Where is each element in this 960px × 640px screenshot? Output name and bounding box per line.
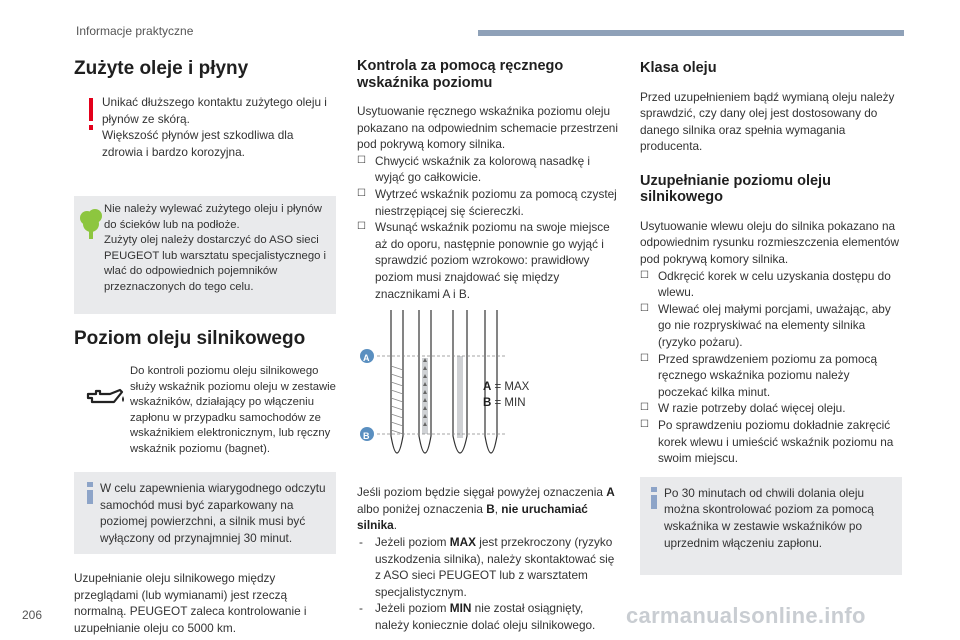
list-item: - Jeżeli poziom MAX jest przekroczony (ryzyko uszkodzenia silnika), należy skontaktować się z ASO sieci PEUGEOT lub z warsztatem specjalistycznym.	[357, 534, 619, 600]
title-manual-check: Kontrola za pomocą ręcznego wskaźnika poziomu	[357, 58, 564, 91]
list-item: ☐ Wytrzeć wskaźnik poziomu za pomocą czystej niestrzępiącej się ściereczki.	[357, 186, 619, 219]
marker-b-label: B	[363, 431, 370, 442]
column-1	[74, 56, 336, 636]
info-refill-text: Po 30 minutach od chwili dolania oleju można skontrolować poziom za pomocą wskaźnika w zestawie wskaźników po uprzednim włączeniu zapłonu.	[664, 485, 874, 550]
info-box	[74, 472, 336, 554]
title-oil-level: Poziom oleju silnikowego	[74, 328, 306, 349]
title-refill: Uzupełnianie poziomu oleju silnikowego	[640, 172, 831, 206]
list-item: ☐ Wsunąć wskaźnik poziomu na swoje miejsce aż do oporu, następnie ponownie go wyjąć i sprawdzić poziom wzrokowo: prawidłowy poziom musi znajdować się między znacznikami A i B.	[357, 219, 619, 302]
figure-legend	[483, 380, 529, 411]
exclamation-icon	[86, 98, 96, 132]
manual-steps	[357, 153, 619, 302]
refill-steps	[640, 268, 902, 467]
header-section: Informacje praktyczne	[76, 24, 194, 38]
oil-grade-text: Przed uzupełnieniem bądź wymianą oleju należy sprawdzić, czy dany olej jest dostosowany do danego silnika oraz spełnia wymagania producenta.	[640, 89, 895, 154]
manual-intro: Usytuowanie ręcznego wskaźnika poziomu oleju pokazano na odpowiednim schemacie przestrzeni pod pokrywą komory silnika.	[357, 104, 618, 152]
legend-a-key: A	[483, 381, 492, 394]
refill-intro: Usytuowanie wlewu oleju do silnika pokazano na odpowiednim rysunku rozmieszczenia elementów pod pokrywą komory silnika.	[640, 218, 899, 267]
dipstick-figure	[357, 310, 619, 478]
legend-b-value: = MIN	[494, 396, 526, 409]
page-number: 206	[22, 608, 43, 622]
info-icon	[86, 482, 94, 504]
legend-b-key: B	[483, 396, 492, 409]
list-item: - Jeżeli poziom MIN nie został osiągnięty, należy koniecznie dolać oleju silnikowego.	[357, 600, 619, 633]
list-item: ☐ Przed sprawdzeniem poziomu za pomocą ręcznego wskaźnika poziomu należy poczekać kilka minut.	[640, 351, 902, 401]
info-text: W celu zapewnienia wiarygodnego odczytu samochód musi być zaparkowany na poziomej powierzchni, a silnik musi być wyłączony od przynajmniej 30 minut.	[100, 481, 326, 545]
list-item: ☐ Wlewać olej małymi porcjami, uważając, aby go nie rozpryskiwać na elementy silnika (ryzyko pożaru).	[640, 301, 902, 351]
title-oil-grade: Klasa oleju	[640, 60, 717, 76]
legend-a-value: = MAX	[494, 381, 530, 394]
eco-text: Nie należy wylewać zużytego oleju i płynów do ścieków lub na podłoże. Zużyty olej należy dostarczyć do ASO sieci PEUGEOT lub warsztatu specjalistycznego i wlać do odpowiednich pojemników przeznaczonych do tego celu.	[104, 203, 327, 293]
title-used-oils: Zużyte oleje i płyny	[74, 58, 249, 79]
info-icon	[650, 487, 658, 509]
level-warning-text: Jeśli poziom będzie sięgał powyżej oznaczenia A albo poniżej oznaczenia B, nie uruchamiać silnika.	[357, 485, 615, 533]
list-item: ☐ Chwycić wskaźnik za kolorową nasadkę i wyjąć go całkowicie.	[357, 153, 619, 186]
marker-a-label: A	[363, 353, 370, 364]
header-bar	[478, 30, 904, 36]
refill-note: Uzupełnianie oleju silnikowego między przeglądami (lub wymianami) jest rzeczą normalną. PEUGEOT zaleca kontrolowanie i uzupełnianie oleju co 5000 km.	[74, 571, 307, 635]
warning-box	[74, 94, 336, 178]
list-item: ☐ Odkręcić korek w celu uzyskania dostępu do wlewu.	[640, 268, 902, 301]
oil-level-block	[74, 364, 336, 468]
list-item: ☐ W razie potrzeby dolać więcej oleju.	[640, 400, 902, 417]
column-3	[640, 56, 902, 575]
warning-text: Unikać dłuższego kontaktu zużytego oleju i płynów ze skórą. Większość płynów jest szkodliwa dla zdrowia i bardzo korozyjna.	[102, 95, 327, 159]
column-2	[357, 56, 619, 633]
level-cases	[357, 534, 619, 634]
oil-level-text: Do kontroli poziomu oleju silnikowego służy wskaźnik poziomu oleju w zestawie wskaźników, działający po włączeniu zapłonu w przypadku samochodów ze wskaźnikiem elektronicznym, lub ręczny wskaźnik poziomu (bagnet).	[130, 365, 336, 455]
eco-box	[74, 196, 336, 314]
info-box-refill	[640, 477, 902, 575]
watermark: carmanualsonline.info	[626, 603, 866, 628]
list-item: ☐ Po sprawdzeniu poziomu dokładnie zakręcić korek wlewu i umieścić wskaźnik poziomu na swoim miejscu.	[640, 417, 902, 467]
oil-can-icon	[84, 386, 126, 410]
